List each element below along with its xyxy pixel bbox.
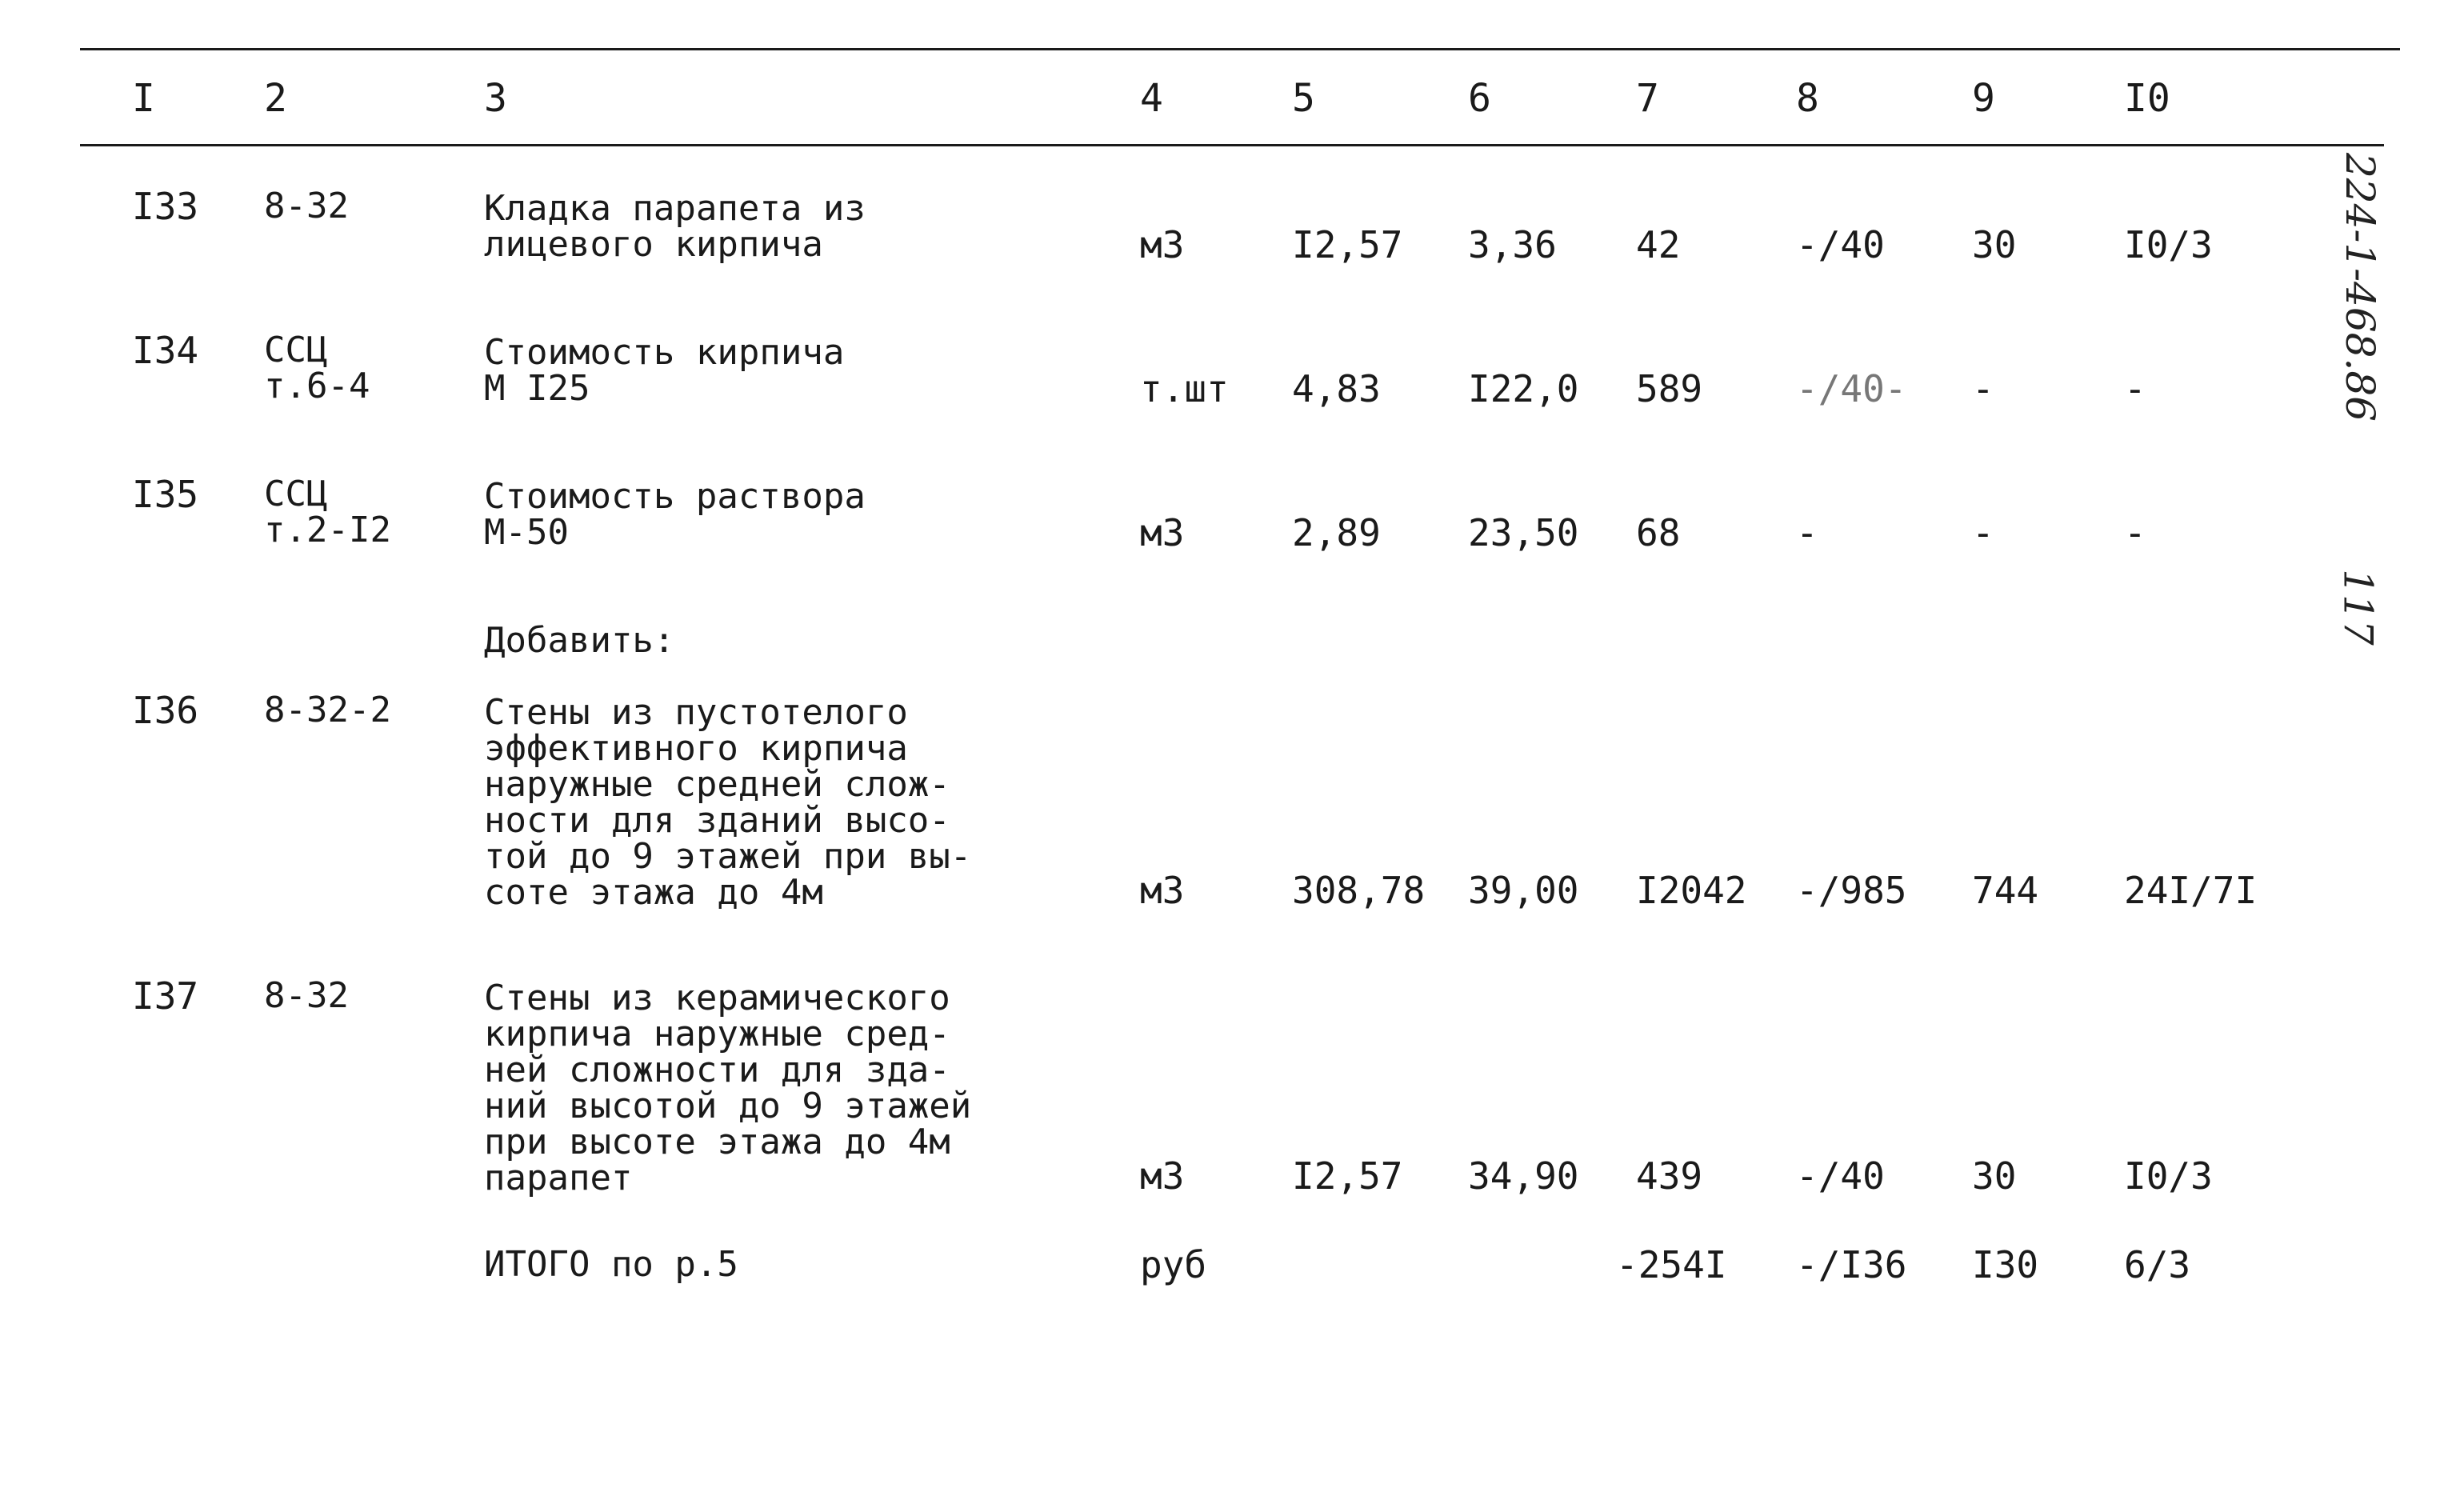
row-col-9: - (1972, 367, 1994, 410)
totals-col-10: 6/3 (2124, 1243, 2191, 1286)
header-col-9: 9 (1972, 76, 1995, 121)
header-col-8: 8 (1796, 76, 1819, 121)
row-description: Стоимость кирпича М I25 (484, 332, 845, 409)
row-code: 8-32-2 (264, 690, 391, 730)
row-col-8: - (1796, 511, 1818, 554)
row-quantity: 308,78 (1292, 869, 1426, 912)
row-unit: т.шт (1140, 367, 1229, 410)
totals-col-8: -/I36 (1796, 1243, 1907, 1286)
row-col-9: 744 (1972, 869, 2039, 912)
header-col-6: 6 (1468, 76, 1491, 121)
totals-unit: руб (1140, 1243, 1207, 1286)
row-number: I33 (132, 185, 199, 228)
row-total: 68 (1636, 511, 1681, 554)
totals-label: ИТОГО по р.5 (484, 1244, 738, 1285)
row-quantity: I2,57 (1292, 223, 1403, 266)
margin-document-code: 224-1-468.86 (2337, 153, 2383, 422)
header-col-1: I (132, 76, 155, 121)
row-unit-price: 39,00 (1468, 869, 1579, 912)
row-unit: м3 (1140, 511, 1185, 554)
row-quantity: I2,57 (1292, 1154, 1403, 1198)
row-code: 8-32 (264, 186, 349, 226)
totals-col-9: I30 (1972, 1243, 2039, 1286)
row-description: Стоимость раствора М-50 (484, 476, 866, 553)
row-unit-price: I22,0 (1468, 367, 1579, 410)
header-col-3: 3 (484, 76, 507, 121)
row-number: I37 (132, 974, 199, 1018)
row-description: Стены из керамического кирпича наружные сред- ней сложности для зда- ний высотой до 9 этажей при высоте этажа до 4м парапет (484, 978, 972, 1198)
section-label-add: Добавить: (484, 620, 675, 661)
row-unit-price: 3,36 (1468, 223, 1557, 266)
row-quantity: 2,89 (1292, 511, 1381, 554)
row-col-8: -/40 (1796, 1154, 1885, 1198)
row-unit: м3 (1140, 1154, 1185, 1198)
row-col-10: 24I/7I (2124, 869, 2258, 912)
row-description: Стены из пустотелого эффективного кирпича наружные средней слож- ности для зданий высо- той до 9 этажей при вы- соте этажа до 4м (484, 692, 972, 913)
row-code: ССЦ т.6-4 (264, 330, 370, 406)
row-total: 439 (1636, 1154, 1703, 1198)
table-top-rule (80, 48, 2400, 50)
margin-page-number: 117 (2334, 569, 2382, 646)
header-col-2: 2 (264, 76, 287, 121)
row-description: Кладка парапета из лицевого кирпича (484, 188, 866, 265)
row-total: 42 (1636, 223, 1681, 266)
row-unit: м3 (1140, 223, 1185, 266)
header-col-10: I0 (2124, 76, 2170, 121)
row-unit-price: 34,90 (1468, 1154, 1579, 1198)
totals-total: -254I (1616, 1243, 1727, 1286)
row-quantity: 4,83 (1292, 367, 1381, 410)
row-col-10: I0/3 (2124, 1154, 2213, 1198)
row-unit: м3 (1140, 869, 1185, 912)
header-col-7: 7 (1636, 76, 1659, 121)
row-code: 8-32 (264, 975, 349, 1016)
row-col-10: - (2124, 367, 2146, 410)
row-total: 589 (1636, 367, 1703, 410)
header-col-4: 4 (1140, 76, 1163, 121)
row-col-10: - (2124, 511, 2146, 554)
row-col-9: 30 (1972, 223, 2017, 266)
row-total: I2042 (1636, 869, 1747, 912)
row-col-9: - (1972, 511, 1994, 554)
row-col-8: -/985 (1796, 869, 1907, 912)
header-col-5: 5 (1292, 76, 1315, 121)
row-col-10: I0/3 (2124, 223, 2213, 266)
row-number: I34 (132, 329, 199, 372)
row-col-8: -/40 (1796, 223, 1885, 266)
row-number: I35 (132, 473, 199, 516)
row-code: ССЦ т.2-I2 (264, 474, 391, 550)
row-unit-price: 23,50 (1468, 511, 1579, 554)
row-col-8: -/40- (1796, 367, 1907, 410)
row-col-9: 30 (1972, 1154, 2017, 1198)
header-bottom-rule (80, 144, 2384, 146)
row-number: I36 (132, 689, 199, 732)
